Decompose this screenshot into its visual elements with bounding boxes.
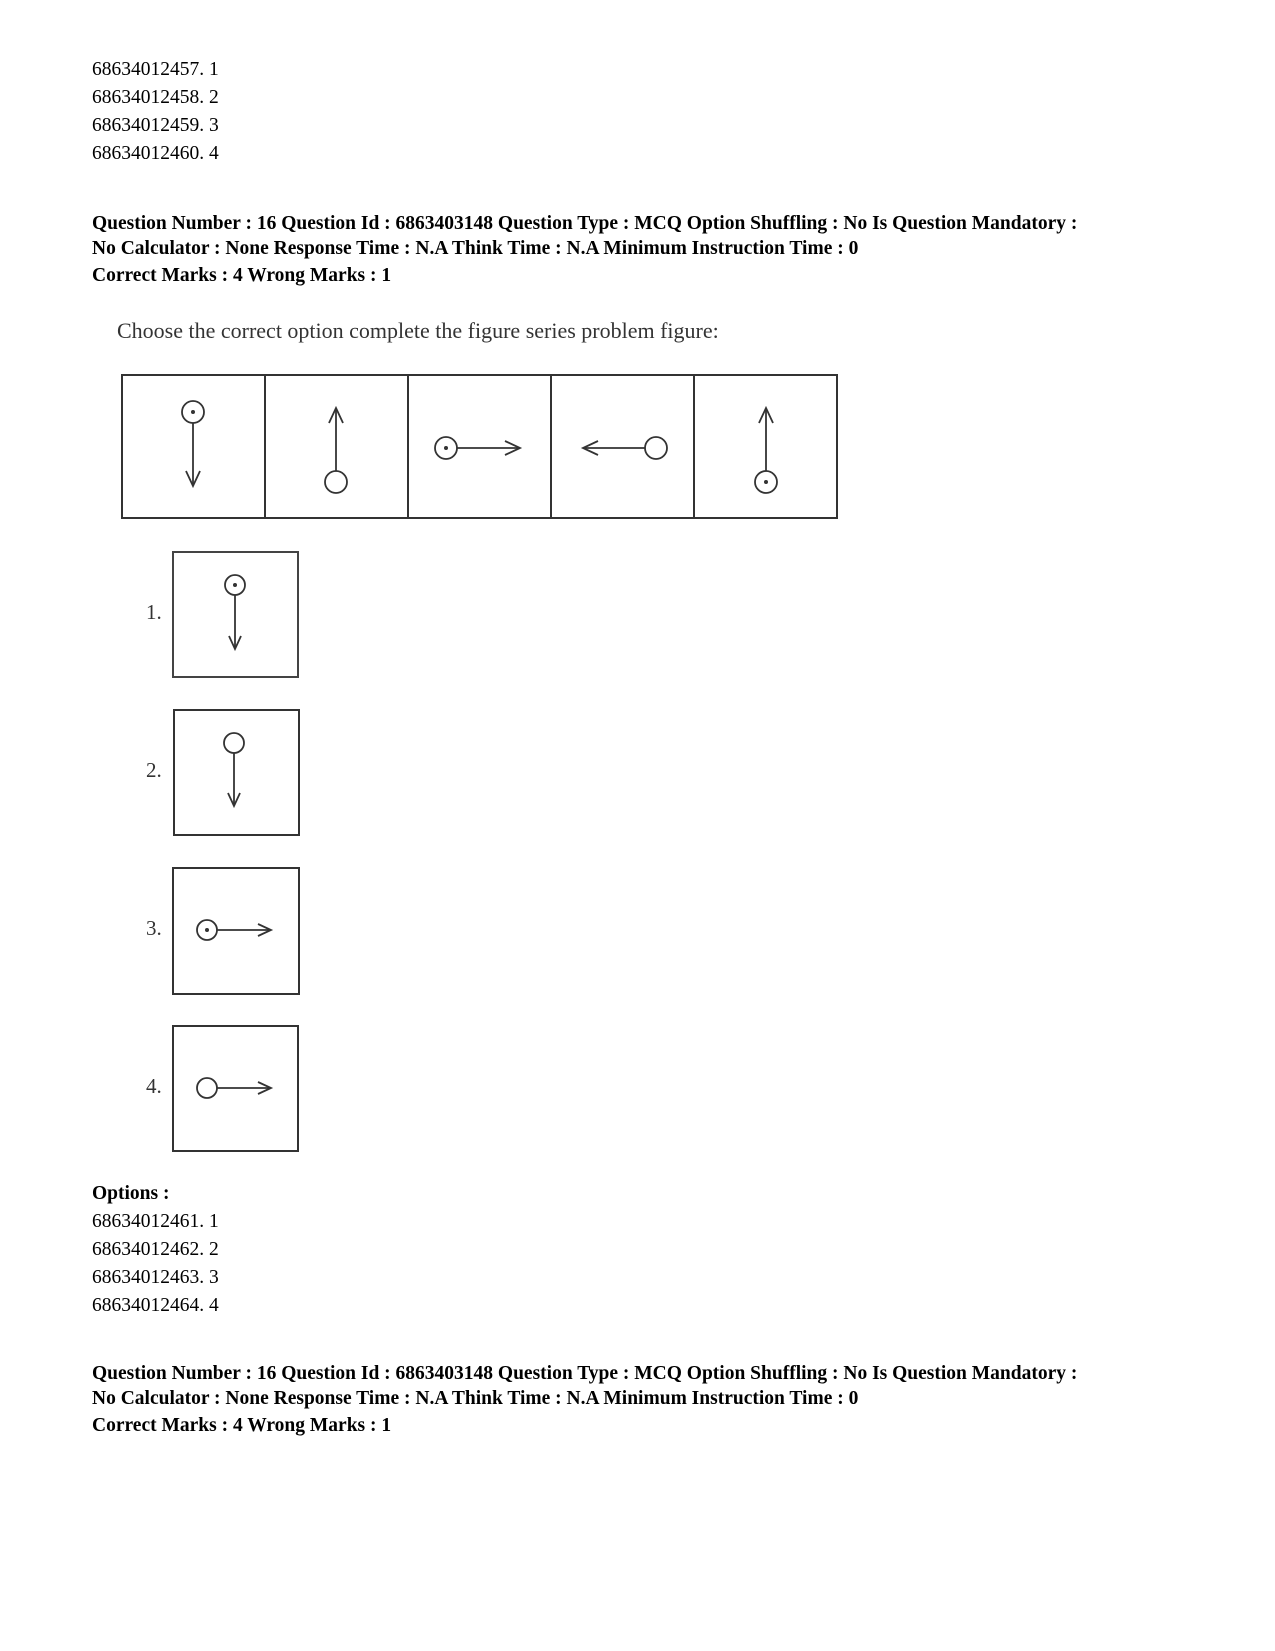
option-1[interactable]: 68634012461. 1 — [92, 1211, 219, 1232]
answer-figure-label-2: 2. — [146, 758, 162, 782]
next-question-meta-line-1: Question Number : 16 Question Id : 6863403148 Question Type : MCQ Option Shuffling : No Is Question Mandatory : — [92, 1363, 1078, 1384]
question-marks: Correct Marks : 4 Wrong Marks : 1 — [92, 265, 392, 286]
answer-figure-label-4: 4. — [146, 1074, 162, 1098]
answer-figure-4 — [173, 1026, 298, 1151]
option-2[interactable]: 68634012462. 2 — [92, 1239, 219, 1260]
options-heading: Options : — [92, 1183, 170, 1204]
problem-figure-3 — [408, 375, 551, 518]
problem-figure-2 — [265, 375, 408, 518]
next-question-header — [92, 1362, 1077, 1439]
prev-option-1: 68634012457. 1 — [92, 59, 219, 80]
prev-option-3: 68634012459. 3 — [92, 115, 219, 136]
problem-figure-5 — [694, 375, 837, 518]
next-question-marks: Correct Marks : 4 Wrong Marks : 1 — [92, 1415, 392, 1436]
answer-figure-2 — [174, 710, 299, 835]
answer-figure-3 — [173, 868, 299, 994]
question-meta-line-2: No Calculator : None Response Time : N.A Think Time : N.A Minimum Instruction Time : 0 — [92, 237, 859, 259]
option-4[interactable]: 68634012464. 4 — [92, 1295, 219, 1316]
option-3[interactable]: 68634012463. 3 — [92, 1267, 219, 1288]
options-section — [92, 1180, 219, 1320]
answer-figure-1 — [173, 552, 298, 677]
problem-figure-1 — [122, 375, 265, 518]
answer-figure-label-3: 3. — [146, 916, 162, 940]
problem-figure-4 — [551, 375, 694, 518]
prev-option-2: 68634012458. 2 — [92, 87, 219, 108]
answer-figure-label-1: 1. — [146, 600, 162, 624]
prev-option-4: 68634012460. 4 — [92, 143, 219, 164]
next-question-meta-line-2: No Calculator : None Response Time : N.A Think Time : N.A Minimum Instruction Time : 0 — [92, 1387, 859, 1409]
question-prompt: Choose the correct option complete the figure series problem figure: — [117, 318, 719, 343]
question-meta-line-1: Question Number : 16 Question Id : 6863403148 Question Type : MCQ Option Shuffling : No Is Question Mandatory : — [92, 213, 1078, 234]
